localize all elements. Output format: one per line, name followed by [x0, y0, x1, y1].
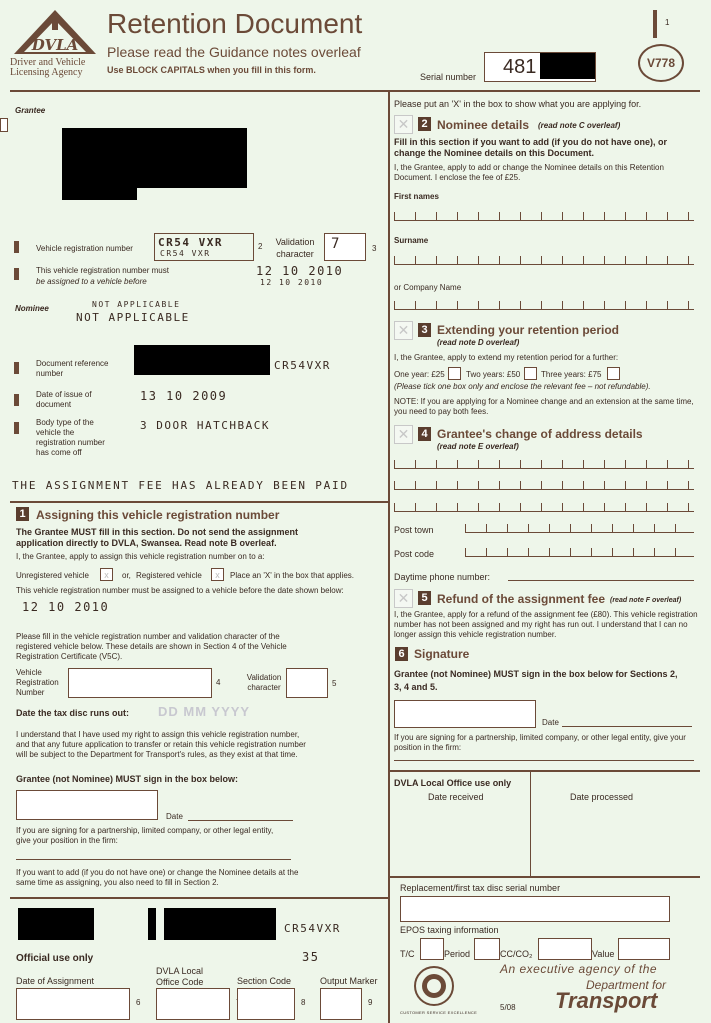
- s1-partnership: If you are signing for a partnership, limited company, or other legal entity, give your position in the firm:: [16, 826, 274, 845]
- one-year-checkbox[interactable]: [448, 367, 461, 380]
- s6-text: Grantee (not Nominee) MUST sign in the box below for Sections 2, 3, 4 and 5.: [394, 669, 678, 692]
- vrn-box: [154, 233, 254, 261]
- page-title: Retention Document: [107, 8, 363, 39]
- s3-title: Extending your retention period: [437, 323, 620, 337]
- section1-top-rule: [10, 501, 388, 503]
- grantee-label: Grantee: [15, 106, 46, 115]
- docref-redacted: [134, 345, 270, 375]
- first-names-label: First names: [394, 192, 439, 201]
- grantee-left-mark: [0, 118, 8, 132]
- s1-validation-input[interactable]: [286, 668, 328, 698]
- nominee-label: Nominee: [15, 304, 49, 313]
- grantee-redacted-2: [62, 186, 137, 200]
- phone-input[interactable]: [508, 580, 694, 581]
- s4-number: 4: [418, 427, 431, 441]
- phone-label: Daytime phone number:: [394, 572, 491, 582]
- box5: 5: [332, 679, 337, 688]
- transport-wordmark: Transport: [555, 988, 658, 1013]
- replacement-input[interactable]: [400, 896, 670, 922]
- office-redacted-2: [148, 908, 156, 940]
- one-year-label: One year: £25: [394, 370, 445, 379]
- validation-label: Validation character: [275, 237, 315, 259]
- s3-text: I, the Grantee, apply to extend my retention period for a further:: [394, 353, 619, 362]
- grantee-redacted: [62, 128, 247, 188]
- s1-signature-box[interactable]: [16, 790, 158, 820]
- office-box-bottom: [390, 876, 700, 878]
- issue-label: Date of issue of document: [36, 390, 92, 409]
- body-label: Body type of the vehicle the registration number has come off: [36, 418, 105, 457]
- office-redacted-3: [164, 908, 276, 940]
- box6: 6: [136, 998, 141, 1007]
- s6-title: Signature: [414, 647, 470, 661]
- docref-label: Document reference number: [36, 359, 109, 378]
- vrn-label: Vehicle registration number: [36, 244, 133, 253]
- s2-text1: Fill in this section if you want to add (if you do not have one), or change the Nominee details on this Document.: [394, 137, 668, 158]
- first-names-input[interactable]: [394, 212, 694, 221]
- assigned-label-1: This vehicle registration number must: [36, 266, 169, 275]
- both-fees-note: NOTE: If you are applying for a Nominee change and an extension at the same time, you need to pay both fees.: [394, 397, 694, 416]
- agency-line: An executive agency of the: [500, 962, 658, 976]
- local-office-code-label: DVLA Local Office Code: [156, 966, 204, 987]
- s1-sign-label: Grantee (not Nominee) MUST sign in the box below:: [16, 774, 239, 784]
- box9: 9: [368, 998, 373, 1007]
- official-use-value: 35: [302, 950, 320, 964]
- three-years-label: Three years: £75: [541, 370, 602, 379]
- nominee-value: NOT APPLICABLE: [76, 311, 190, 324]
- caps-instruction: Use BLOCK CAPITALS when you fill in this form.: [107, 65, 316, 75]
- local-office-code-box[interactable]: [156, 988, 230, 1020]
- date-received-label: Date received: [428, 792, 484, 802]
- s4-title: Grantee's change of address details: [437, 427, 643, 441]
- s5-text: I, the Grantee, apply for a refund of the assignment fee (£80). This vehicle registration number has not been assigned and my right has run out. I understand that I can no longer assign this vehicle registration number.: [394, 610, 698, 639]
- seal-text: CUSTOMER SERVICE EXCELLENCE: [400, 1010, 478, 1015]
- section1-number: 1: [16, 507, 29, 521]
- tc-input[interactable]: [420, 938, 444, 960]
- s6-date-line: [562, 726, 692, 727]
- s1-nominee-note: If you want to add (if you do not have one) or change the Nominee details at the same time as assigning, you also need to fill in Section 2.: [16, 868, 299, 887]
- s3-number: 3: [418, 323, 431, 337]
- s2-note: (read note C overleaf): [538, 121, 621, 130]
- box4: 4: [216, 678, 221, 687]
- agency-line-1: Driver and Vehicle: [10, 57, 86, 68]
- s1-position-line: [16, 859, 291, 860]
- s6-position-line: [394, 760, 694, 761]
- svg-text:DVLA: DVLA: [31, 36, 79, 54]
- form-code-badge: V778: [638, 44, 684, 82]
- or-label: or,: [122, 571, 131, 580]
- company-label: or Company Name: [394, 283, 462, 292]
- serial-label: Serial number: [420, 72, 477, 82]
- seal-icon: [413, 965, 455, 1007]
- department-line: Department for: [586, 978, 667, 992]
- issue-value: 13 10 2009: [140, 389, 228, 403]
- output-marker-box[interactable]: [320, 988, 362, 1020]
- surname-label: Surname: [394, 236, 429, 245]
- s1-vrn-input[interactable]: [68, 668, 212, 698]
- s2-title: Nominee details: [437, 118, 530, 132]
- cc-input[interactable]: [538, 938, 592, 960]
- tick-note: (Please tick one box only and enclose the relevant fee – not refundable).: [394, 382, 651, 391]
- section1-apply: I, the Grantee, apply to assign this vehicle registration number on to a:: [16, 552, 265, 561]
- replacement-label: Replacement/first tax disc serial number: [400, 883, 561, 893]
- right-intro: Please put an 'X' in the box to show what you are applying for.: [394, 99, 642, 109]
- body-value: 3 DOOR HATCHBACK: [140, 419, 270, 432]
- two-years-label: Two years: £50: [466, 370, 521, 379]
- dvla-logo: [10, 8, 100, 78]
- s6-partnership: If you are signing for a partnership, limited company, or other legal entity, give your position in the firm:: [394, 733, 686, 752]
- s2-text2: I, the Grantee, apply to add or change the Nominee details on this Retention Document. I enclose the fee of £25.: [394, 163, 664, 182]
- address-line-2[interactable]: [394, 481, 694, 490]
- unregistered-label: Unregistered vehicle: [16, 571, 89, 580]
- s1-vrn-label: Vehicle Registration Number: [16, 668, 59, 697]
- registered-label: Registered vehicle: [136, 571, 202, 580]
- validation-box: [324, 233, 366, 261]
- post-code-label: Post code: [394, 549, 435, 559]
- docref-value: CR54VXR: [274, 359, 331, 372]
- s5-note: (read note F overleaf): [610, 597, 682, 604]
- header-rule: [10, 90, 700, 92]
- nominee-value-small: NOT APPLICABLE: [92, 300, 181, 309]
- tax-date-input[interactable]: DD MM YYYY: [158, 704, 251, 719]
- s4-checkbox[interactable]: ✕: [394, 425, 413, 444]
- vrn-value: CR54 VXR: [158, 236, 223, 249]
- before-value: 12 10 2010: [22, 600, 110, 614]
- office-box-top: [390, 770, 700, 772]
- docref-marker: [14, 362, 19, 374]
- redacted-block: [540, 53, 595, 79]
- corner-mark: [653, 10, 657, 38]
- body-marker: [14, 422, 19, 434]
- section1-title: Assigning this vehicle registration number: [36, 508, 280, 522]
- two-years-checkbox[interactable]: [524, 367, 537, 380]
- s1-validation-label: Validation character: [246, 673, 282, 692]
- address-line-3[interactable]: [394, 503, 694, 512]
- epos-label: EPOS taxing information: [400, 925, 499, 935]
- s5-number: 5: [418, 591, 431, 605]
- page-number: 1: [665, 18, 670, 27]
- office-top-rule: [10, 897, 388, 899]
- box3: 3: [372, 244, 377, 253]
- tc-label: T/C: [400, 949, 415, 959]
- before-text: This vehicle registration number must be assigned to a vehicle before the date shown below:: [16, 586, 344, 595]
- office-ref-value: CR54VXR: [284, 922, 341, 935]
- fill-text: Please fill in the vehicle registration number and validation character of the registered vehicle below. These details are shown in Section 4 of the Vehicle Registration Certificate (V5C).: [16, 632, 287, 661]
- period-input[interactable]: [474, 938, 500, 960]
- s2-number: 2: [418, 117, 431, 131]
- s6-date-label: Date: [542, 718, 559, 727]
- assigned-marker: [14, 268, 19, 280]
- value-label: Value: [592, 949, 615, 959]
- form-date: 5/08: [500, 1003, 516, 1012]
- customer-service-seal: [413, 965, 455, 1007]
- s3-checkbox[interactable]: ✕: [394, 321, 413, 340]
- s5-title: Refund of the assignment fee: [437, 592, 606, 606]
- s4-note: (read note E overleaf): [437, 442, 519, 451]
- section-code-label: Section Code: [237, 976, 292, 986]
- assigned-value-small: 12 10 2010: [260, 278, 324, 287]
- assigned-value: 12 10 2010: [256, 264, 344, 278]
- date-assignment-box[interactable]: [16, 988, 130, 1020]
- fee-paid-note: THE ASSIGNMENT FEE HAS ALREADY BEEN PAID: [12, 479, 349, 492]
- three-years-checkbox[interactable]: [607, 367, 620, 380]
- vrn-marker: [14, 241, 19, 253]
- agency-line-2: Licensing Agency: [10, 67, 83, 78]
- local-office-label: DVLA Local Office use only: [394, 778, 512, 788]
- value-input[interactable]: [618, 938, 670, 960]
- post-town-input[interactable]: [465, 524, 694, 533]
- serial-number: 481: [503, 56, 537, 78]
- dvla-logo-icon: [10, 8, 100, 58]
- address-line-1[interactable]: [394, 460, 694, 469]
- page-subtitle: Please read the Guidance notes overleaf: [107, 44, 361, 60]
- official-use-label: Official use only: [16, 953, 94, 964]
- output-marker-label: Output Marker: [320, 976, 378, 986]
- office-box-divider: [530, 772, 531, 876]
- s5-checkbox[interactable]: ✕: [394, 589, 413, 608]
- box2: 2: [258, 242, 263, 251]
- validation-value: 7: [331, 236, 341, 252]
- section1-warning: The Grantee MUST fill in this section. Do not send the assignment application directly to DVLA, Swansea. Read note B overleaf.: [16, 527, 299, 548]
- registered-checkbox[interactable]: x: [211, 568, 224, 581]
- period-label: Period: [444, 949, 471, 959]
- surname-input[interactable]: [394, 256, 694, 265]
- place-x-note: Place an 'X' in the box that applies.: [230, 571, 355, 580]
- s1-date-line: [188, 820, 293, 821]
- date-processed-label: Date processed: [570, 792, 634, 802]
- box8: 8: [301, 998, 306, 1007]
- post-code-input[interactable]: [465, 548, 694, 557]
- post-town-label: Post town: [394, 525, 434, 535]
- s1-date-label: Date: [166, 812, 183, 821]
- cc-label: CC/CO₂: [500, 949, 533, 959]
- tax-label: Date the tax disc runs out:: [16, 708, 130, 718]
- company-input[interactable]: [394, 301, 694, 310]
- understand-text: I understand that I have used my right to assign this vehicle registration number, and that any future application to transfer or retain this vehicle registration number will be subject to the Department for Transport's rules, as they exist at that time.: [16, 730, 306, 759]
- serial-number-box: [484, 52, 596, 82]
- date-assignment-label: Date of Assignment: [16, 976, 95, 986]
- column-divider: [388, 92, 390, 1023]
- assigned-label-2: be assigned to a vehicle before: [36, 277, 147, 286]
- office-redacted-1: [18, 908, 94, 940]
- s3-note: (read note D overleaf): [437, 338, 520, 347]
- vrn-value-small: CR54 VXR: [160, 249, 211, 258]
- s6-number: 6: [395, 647, 408, 661]
- s2-checkbox[interactable]: ✕: [394, 115, 413, 134]
- section-code-box[interactable]: [237, 988, 295, 1020]
- s6-signature-box[interactable]: [394, 700, 536, 728]
- unregistered-checkbox[interactable]: x: [100, 568, 113, 581]
- issue-marker: [14, 394, 19, 406]
